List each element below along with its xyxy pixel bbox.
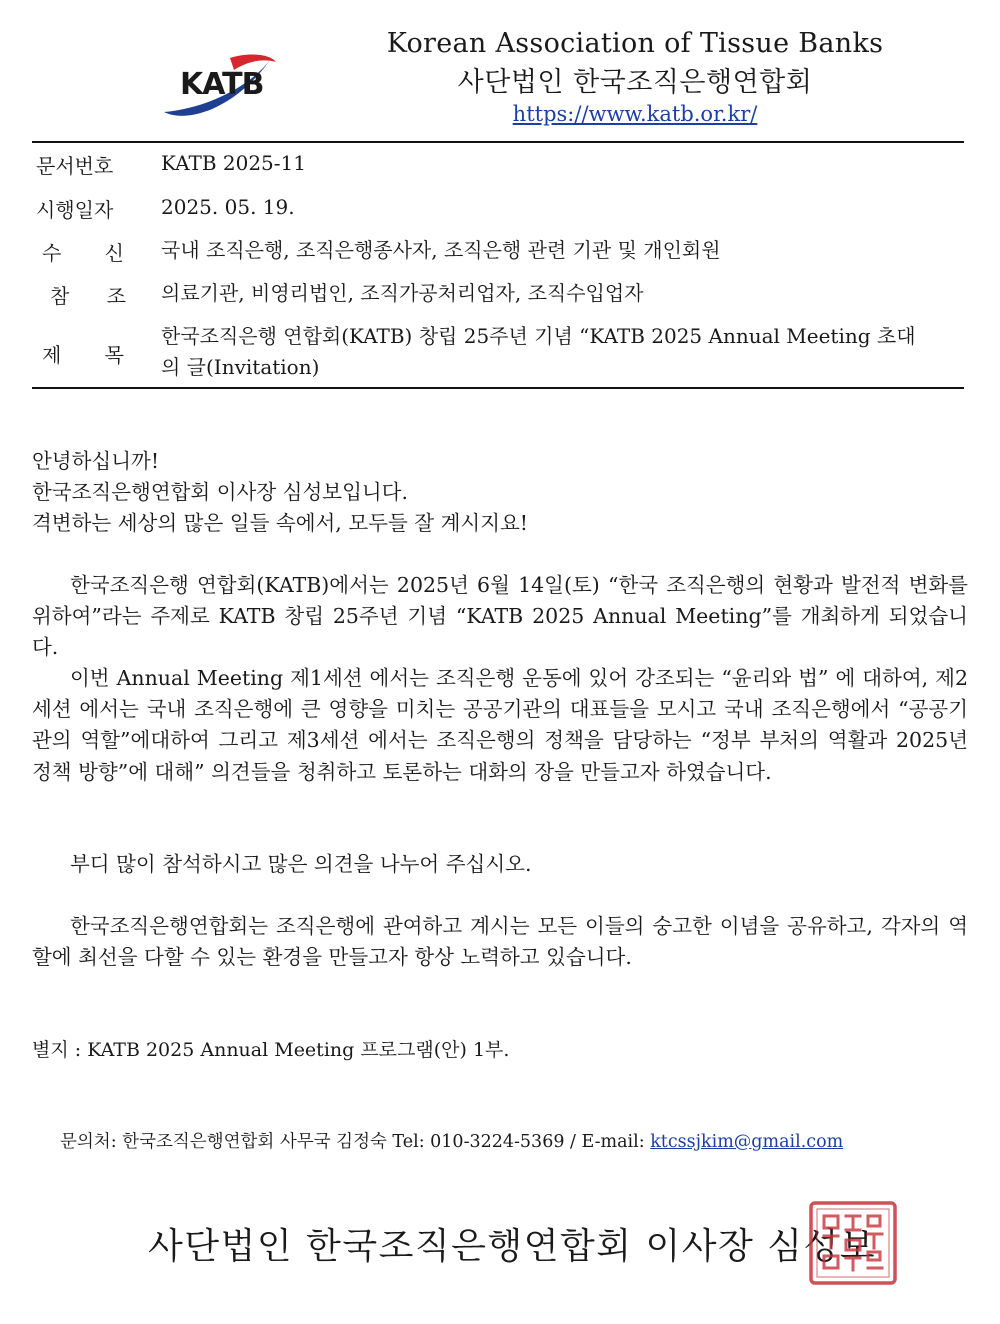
subject-label-2: 목 xyxy=(104,343,124,367)
recipient: 국내 조직은행, 조직은행종사자, 조직은행 관련 기관 및 개인회원 xyxy=(161,238,721,262)
subject-label-1: 제 xyxy=(42,343,62,367)
recipient-label-1: 수 xyxy=(42,241,62,265)
contact-email-link[interactable]: ktcssjkim@gmail.com xyxy=(650,1132,844,1152)
recipient-label-2: 신 xyxy=(104,241,124,265)
reference: 의료기관, 비영리법인, 조직가공처리업자, 조직수입업자 xyxy=(161,281,644,305)
logo-text: KATB xyxy=(180,67,264,102)
subject-label xyxy=(36,339,130,368)
date-label: 시행일자 xyxy=(36,198,114,222)
meta-divider xyxy=(32,387,964,389)
org-name-en: Korean Association of Tissue Banks xyxy=(386,28,884,59)
reference-label xyxy=(44,280,132,309)
paragraph-1: 한국조직은행 연합회(KATB)에서는 2025년 6월 14일(토) “한국 조직은행의 현황과 발전적 변화를 위하여”라는 주제로 KATB 창립 25주년 기념 “KATB 2025 Annual Meeting”를 개최하게 되었습니다. xyxy=(32,573,968,660)
greeting-1: 안녕하십니까! xyxy=(32,449,160,473)
official-seal xyxy=(808,1200,898,1286)
signature: 사단법인 한국조직은행연합회 이사장 심성보 xyxy=(148,1226,877,1267)
katb-logo-icon xyxy=(158,50,280,122)
reference-label-1: 참 xyxy=(50,284,70,308)
paragraph-2: 이번 Annual Meeting 제1세션 에서는 조직은행 운동에 있어 강조되는 “윤리와 법” 에 대하여, 제2세션 에서는 국내 조직은행에 큰 영향을 미치는 공공기관의 대표들을 모시고 국내 조직은행에서 “공공기관의 역할”에대하여 그리고 제3세션 에서는 조직은행의 정책을 담당하는 “정부 부처의 역활과 2025년 정책 방향”에 대해” 의견들을 청취하고 토론하는 대화의 장을 만들고자 하였습니다. xyxy=(32,666,968,784)
contact-info: 문의처: 한국조직은행연합회 사무국 김정숙 Tel: 010-3224-5369 / E-mail: xyxy=(60,1132,651,1152)
doc-number: KATB 2025-11 xyxy=(161,151,306,175)
paragraph-3: 부디 많이 참석하시고 많은 의견을 나누어 주십시오. xyxy=(70,852,532,876)
org-url-link[interactable]: https://www.katb.or.kr/ xyxy=(512,102,758,126)
enclosure-note: 별지 : KATB 2025 Annual Meeting 프로그램(안) 1부. xyxy=(32,1039,510,1061)
subject: 한국조직은행 연합회(KATB) 창립 25주년 기념 “KATB 2025 Annual Meeting 초대의 글(Invitation) xyxy=(161,324,916,379)
org-name-ko: 사단법인 한국조직은행연합회 xyxy=(457,67,813,98)
contact-line xyxy=(60,1128,843,1153)
doc-number-label: 문서번호 xyxy=(36,154,114,178)
recipient-label xyxy=(36,237,130,266)
katb-logo xyxy=(158,50,280,122)
reference-label-2: 조 xyxy=(106,284,126,308)
date: 2025. 05. 19. xyxy=(161,195,295,219)
header-divider xyxy=(32,141,964,143)
seal-stamp-icon xyxy=(808,1200,898,1286)
greeting-3: 격변하는 세상의 많은 일들 속에서, 모두들 잘 계시지요! xyxy=(32,511,529,535)
paragraph-4: 한국조직은행연합회는 조직은행에 관여하고 계시는 모든 이들의 숭고한 이념을 공유하고, 각자의 역할에 최선을 다할 수 있는 환경을 만들고자 항상 노력하고 있습니다. xyxy=(32,914,968,970)
org-url[interactable] xyxy=(330,102,940,126)
greeting-2: 한국조직은행연합회 이사장 심성보입니다. xyxy=(32,480,409,504)
